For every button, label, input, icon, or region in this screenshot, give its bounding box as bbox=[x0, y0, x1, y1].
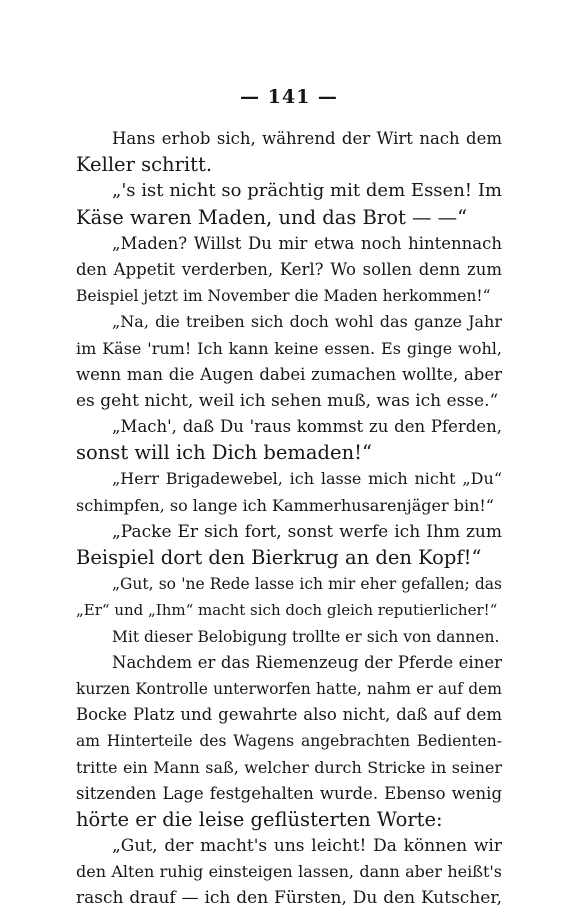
text-line: wenn man die Augen dabei zumachen wollte, aber bbox=[76, 364, 502, 384]
text-line: es geht nicht, weil ich sehen muß, was ich esse.“ bbox=[76, 390, 499, 411]
text-line: „Gut, der macht's uns leicht! Da können wir bbox=[112, 836, 502, 857]
text-line: hörte er die leise geflüsterten Worte: bbox=[76, 807, 443, 831]
text-line: „Gut, so 'ne Rede lasse ich mir eher gefallen; das bbox=[112, 575, 502, 594]
text-line: kurzen Kontrolle unterworfen hatte, nahm er auf dem bbox=[76, 679, 502, 698]
text-line: Bocke Platz und gewahrte also nicht, daß auf dem bbox=[76, 705, 502, 725]
text-line: Beispiel jetzt im November die Maden herkommen!“ bbox=[76, 287, 491, 306]
text-line: im Käse 'rum! Ich kann keine essen. Es ginge wohl, bbox=[76, 338, 502, 358]
text-line: „Herr Brigadewebel, ich lasse mich nicht „Du“ bbox=[112, 469, 502, 489]
text-line: tritte ein Mann saß, welcher durch Stricke in seiner bbox=[76, 757, 502, 777]
text-line: Käse waren Maden, und das Brot — —“ bbox=[76, 205, 468, 229]
text-line: „Maden? Willst Du mir etwa noch hintennach bbox=[112, 233, 502, 253]
text-line: Nachdem er das Riemenzeug der Pferde einer bbox=[112, 652, 502, 672]
text-line: „Mach', daß Du 'raus kommst zu den Pferden, bbox=[112, 417, 502, 437]
page-number: — 141 — bbox=[240, 86, 338, 108]
text-line: den Alten ruhig einsteigen lassen, dann aber heißt's bbox=[76, 862, 502, 882]
text-line: Hans erhob sich, während der Wirt nach dem bbox=[112, 129, 502, 148]
text-line: „Er“ und „Ihm“ macht sich doch gleich reputierlicher!“ bbox=[76, 601, 498, 620]
text-line: sonst will ich Dich bemaden!“ bbox=[76, 441, 372, 465]
text-line: am Hinterteile des Wagens angebrachten Bedienten- bbox=[76, 732, 502, 751]
text-line: rasch drauf — ich den Fürsten, Du den Kutscher, bbox=[76, 888, 502, 909]
body-text bbox=[76, 126, 502, 912]
text-line: „Na, die treiben sich doch wohl das ganze Jahr bbox=[112, 312, 502, 332]
text-line: „'s ist nicht so prächtig mit dem Essen! Im bbox=[112, 180, 502, 202]
text-line: Keller schritt. bbox=[76, 153, 213, 177]
text-line: sitzenden Lage festgehalten wurde. Ebenso wenig bbox=[76, 783, 502, 803]
text-line: schimpfen, so lange ich Kammerhusarenjäger bin!“ bbox=[76, 495, 494, 515]
text-line: Mit dieser Belobigung trollte er sich von dannen. bbox=[112, 627, 500, 646]
text-line: „Packe Er sich fort, sonst werfe ich Ihm zum bbox=[112, 521, 502, 542]
text-line: Beispiel dort den Bierkrug an den Kopf!“ bbox=[76, 546, 482, 569]
text-line: den Appetit verderben, Kerl? Wo sollen denn zum bbox=[76, 259, 502, 279]
